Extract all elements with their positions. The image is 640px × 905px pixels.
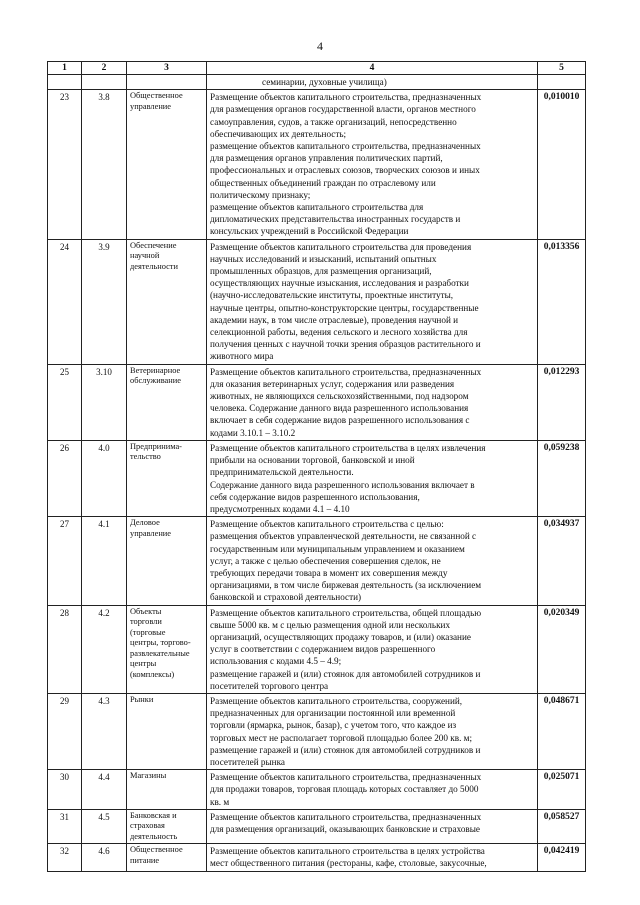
use-name-line: питание: [130, 855, 160, 865]
use-name-line: центры: [130, 659, 157, 669]
description-line: Размещение объектов капитального строительства, предназначенных: [210, 772, 482, 783]
description-line: кодами 3.10.1 – 3.10.2: [210, 427, 296, 438]
description-line: предназначенных для организации постоянной или временной: [210, 708, 456, 719]
description-line: мест общественного питания (рестораны, кафе, столовые, закусочные,: [210, 858, 487, 869]
coefficient-value: 0,034937: [538, 517, 586, 605]
table-row: [48, 364, 586, 440]
row-number: 24: [48, 239, 82, 364]
use-description: [207, 605, 538, 693]
use-name: [127, 364, 207, 440]
description-line: для размещения органов государственной власти, органов местного: [210, 104, 476, 115]
use-name-line: Ветеринарное: [130, 365, 181, 375]
table-row: [48, 809, 586, 844]
use-name-line: Магазины: [130, 771, 167, 781]
description-line: торговых мест не располагает торговой площадью более 200 кв. м;: [210, 732, 473, 743]
use-code: 3.9: [82, 239, 127, 364]
table-row: [48, 440, 586, 516]
use-name: [127, 90, 207, 239]
use-name-line: Предпринима-: [130, 441, 182, 451]
use-code: 3.8: [82, 90, 127, 239]
coefficient-value: 0,020349: [538, 605, 586, 693]
use-name-line: Объекты: [130, 606, 162, 616]
row-number: 23: [48, 90, 82, 239]
coefficient-value: 0,048671: [538, 693, 586, 769]
description-line: организациями, в том числе биржевая деятельность (за исключением: [210, 580, 482, 591]
use-name-line: Банковская и: [130, 810, 177, 820]
table-row: [48, 605, 586, 693]
description-line: Размещение объектов капитального строительства в целях устройства: [210, 846, 485, 857]
column-header: 3: [127, 62, 207, 75]
description-line: академии наук, в том числе отраслевые), проведения научной и: [210, 314, 459, 325]
description-line: использования с кодами 4.5 – 4.9;: [210, 656, 342, 667]
use-name-line: развлекательные: [130, 648, 190, 658]
use-description: [207, 809, 538, 844]
description-line: услуг, а также с целью обеспечения совершения сделок, не: [210, 555, 441, 566]
description-line: политическому признаку;: [210, 189, 311, 200]
use-code: 4.6: [82, 844, 127, 871]
row-number: 26: [48, 440, 82, 516]
description-line: общественных объединений граждан по отраслевому или: [210, 177, 436, 188]
description-line: консульских учреждений в Российской Федерации: [210, 226, 409, 237]
coefficient-value: 0,013356: [538, 239, 586, 364]
description-line: для размещения организаций, оказывающих банковские и страховые: [210, 823, 481, 834]
use-name-line: деятельности: [130, 261, 178, 271]
use-code: 4.2: [82, 605, 127, 693]
column-header: 2: [82, 62, 127, 75]
description-line: кв. м: [210, 796, 230, 807]
description-line: профессиональных и отраслевых союзов, творческих союзов и иных: [210, 165, 480, 176]
use-name-line: Обеспечение: [130, 240, 177, 250]
use-name: [127, 605, 207, 693]
column-header: 4: [207, 62, 538, 75]
use-name-line: тельство: [130, 452, 161, 462]
use-code: 4.5: [82, 809, 127, 844]
description-line: для размещения органов управления политических партий,: [210, 153, 443, 164]
use-code: 4.0: [82, 440, 127, 516]
description-line: для продажи товаров, торговая площадь которых составляет до 5000: [210, 784, 479, 795]
use-name: [127, 844, 207, 871]
use-code: 4.3: [82, 693, 127, 769]
description-line: самоуправления, судов, а также организаций, непосредственно: [210, 116, 457, 127]
coefficient-value: 0,058527: [538, 809, 586, 844]
use-description: [207, 693, 538, 769]
use-description: [207, 364, 538, 440]
description-line: селекционной работы, ведения сельского и лесного хозяйства для: [210, 327, 468, 338]
table-row: [48, 239, 586, 364]
use-name-line: управление: [130, 101, 171, 111]
column-header: 5: [538, 62, 586, 75]
continuation-row: [48, 75, 586, 90]
land-use-table: [47, 61, 586, 872]
description-line: обеспечивающих их деятельность;: [210, 128, 347, 139]
description-line: животного мира: [210, 351, 274, 362]
table-row: [48, 517, 586, 605]
description-line: посетителей рынка: [210, 756, 285, 767]
use-code: 3.10: [82, 364, 127, 440]
description-line: услуг в соответствии с содержанием видов разрешенного: [210, 644, 436, 655]
description-line: государственным или муниципальным управлением и оказанием: [210, 543, 465, 554]
description-line: Размещение объектов капитального строительства, предназначенных: [210, 811, 482, 822]
description-line: для оказания ветеринарных услуг, содержания или разведения: [210, 378, 455, 389]
coefficient-value: 0,059238: [538, 440, 586, 516]
description-line: включает в себя содержание видов разрешенного использования с: [210, 415, 470, 426]
description-line: организаций, осуществляющих продажу товаров, и (или) оказание: [210, 631, 471, 642]
table-row: [48, 844, 586, 871]
use-name-line: центры, торгово-: [130, 638, 191, 648]
coefficient-value: 0,012293: [538, 364, 586, 440]
use-name-line: Деловое: [130, 518, 160, 528]
row-number: 30: [48, 770, 82, 810]
row-number: 25: [48, 364, 82, 440]
use-description: [207, 844, 538, 871]
use-name-line: научной: [130, 251, 160, 261]
description-line: прибыли на основании торговой, банковской и иной: [210, 455, 415, 466]
description-line: размещение гаражей и (или) стоянок для автомобилей сотрудников и: [210, 668, 481, 679]
description-line: Размещение объектов капитального строительства, общей площадью: [210, 607, 482, 618]
table-row: [48, 90, 586, 239]
description-line: размещение гаражей и (или) стоянок для автомобилей сотрудников и: [210, 744, 481, 755]
use-description: [207, 90, 538, 239]
use-name-line: Общественное: [130, 91, 183, 101]
description-line: Размещение объектов капитального строительства, предназначенных: [210, 92, 482, 103]
use-description: [207, 440, 538, 516]
use-name: [127, 440, 207, 516]
use-name-line: (торговые: [130, 627, 166, 637]
use-description: [207, 517, 538, 605]
page-number: 4: [317, 39, 323, 53]
description-line: размещения объектов управленческой деятельности, не связанной с: [210, 531, 477, 542]
row-number: 27: [48, 517, 82, 605]
row-number: 31: [48, 809, 82, 844]
description-line: размещение объектов капитального строительства для: [210, 202, 424, 213]
description-line: Размещение объектов капитального строительства, сооружений,: [210, 695, 463, 706]
description-line: Размещение объектов капитального строительства, предназначенных: [210, 366, 482, 377]
use-name: [127, 517, 207, 605]
coefficient-value: 0,010010: [538, 90, 586, 239]
description-line: Размещение объектов капитального строительства для проведения: [210, 241, 472, 252]
use-name-line: (комплексы): [130, 669, 175, 679]
table-row: [48, 693, 586, 769]
description-line: посетителей торгового центра: [210, 680, 329, 691]
use-description: [207, 770, 538, 810]
row-number: 32: [48, 844, 82, 871]
use-code: 4.1: [82, 517, 127, 605]
description-line: Размещение объектов капитального строительства с целью:: [210, 519, 444, 530]
use-name-line: деятельность: [130, 831, 178, 841]
description-line: банковской и страховой деятельности): [210, 592, 362, 603]
use-name-line: Рынки: [130, 694, 154, 704]
use-name-line: Общественное: [130, 845, 183, 855]
description-line: предусмотренных кодами 4.1 – 4.10: [210, 503, 350, 514]
description-line: торговли (ярмарка, рынок, базар), с учетом того, что каждое из: [210, 720, 457, 731]
use-name-line: торговли: [130, 617, 162, 627]
description-line: себя содержание видов разрешенного использования,: [210, 491, 420, 502]
continuation-text: семинарии, духовные училища): [207, 75, 538, 90]
description-line: животных, не являющихся сельскохозяйственными, под надзором: [210, 391, 469, 402]
use-name-line: страховая: [130, 821, 165, 831]
description-line: предпринимательской деятельности.: [210, 467, 354, 478]
description-line: осуществляющих научные изыскания, исследования и разработки: [210, 278, 469, 289]
use-name: [127, 770, 207, 810]
description-line: дипломатических представительства иностранных государств и: [210, 214, 461, 225]
row-number: 29: [48, 693, 82, 769]
description-line: Содержание данного вида разрешенного использования включает в: [210, 479, 475, 490]
description-line: получения ценных с научной точки зрения образцов растительного и: [210, 339, 481, 350]
use-name: [127, 239, 207, 364]
description-line: размещение объектов капитального строительства, предназначенных: [210, 141, 481, 152]
description-line: Размещение объектов капитального строительства в целях извлечения: [210, 442, 486, 453]
coefficient-value: 0,042419: [538, 844, 586, 871]
description-line: (научно-исследовательские институты, проектные институты,: [210, 290, 454, 301]
column-header: 1: [48, 62, 82, 75]
use-name: [127, 693, 207, 769]
use-description: [207, 239, 538, 364]
coefficient-value: 0,025071: [538, 770, 586, 810]
use-name-line: управление: [130, 528, 171, 538]
use-name: [127, 809, 207, 844]
header-row: [48, 62, 586, 75]
description-line: промышленных образцов, для размещения организаций,: [210, 266, 432, 277]
use-code: 4.4: [82, 770, 127, 810]
description-line: научных исследований и изысканий, испытаний опытных: [210, 253, 437, 264]
description-line: научные центры, опытно-конструкторские центры, государственные: [210, 302, 479, 313]
use-name-line: обслуживание: [130, 376, 181, 386]
description-line: свыше 5000 кв. м с целью размещения одной или нескольких: [210, 619, 451, 630]
row-number: 28: [48, 605, 82, 693]
table-row: [48, 770, 586, 810]
description-line: человека. Содержание данного вида разрешенного использования: [210, 403, 469, 414]
description-line: требующих передачи товара в момент их совершения между: [210, 567, 448, 578]
